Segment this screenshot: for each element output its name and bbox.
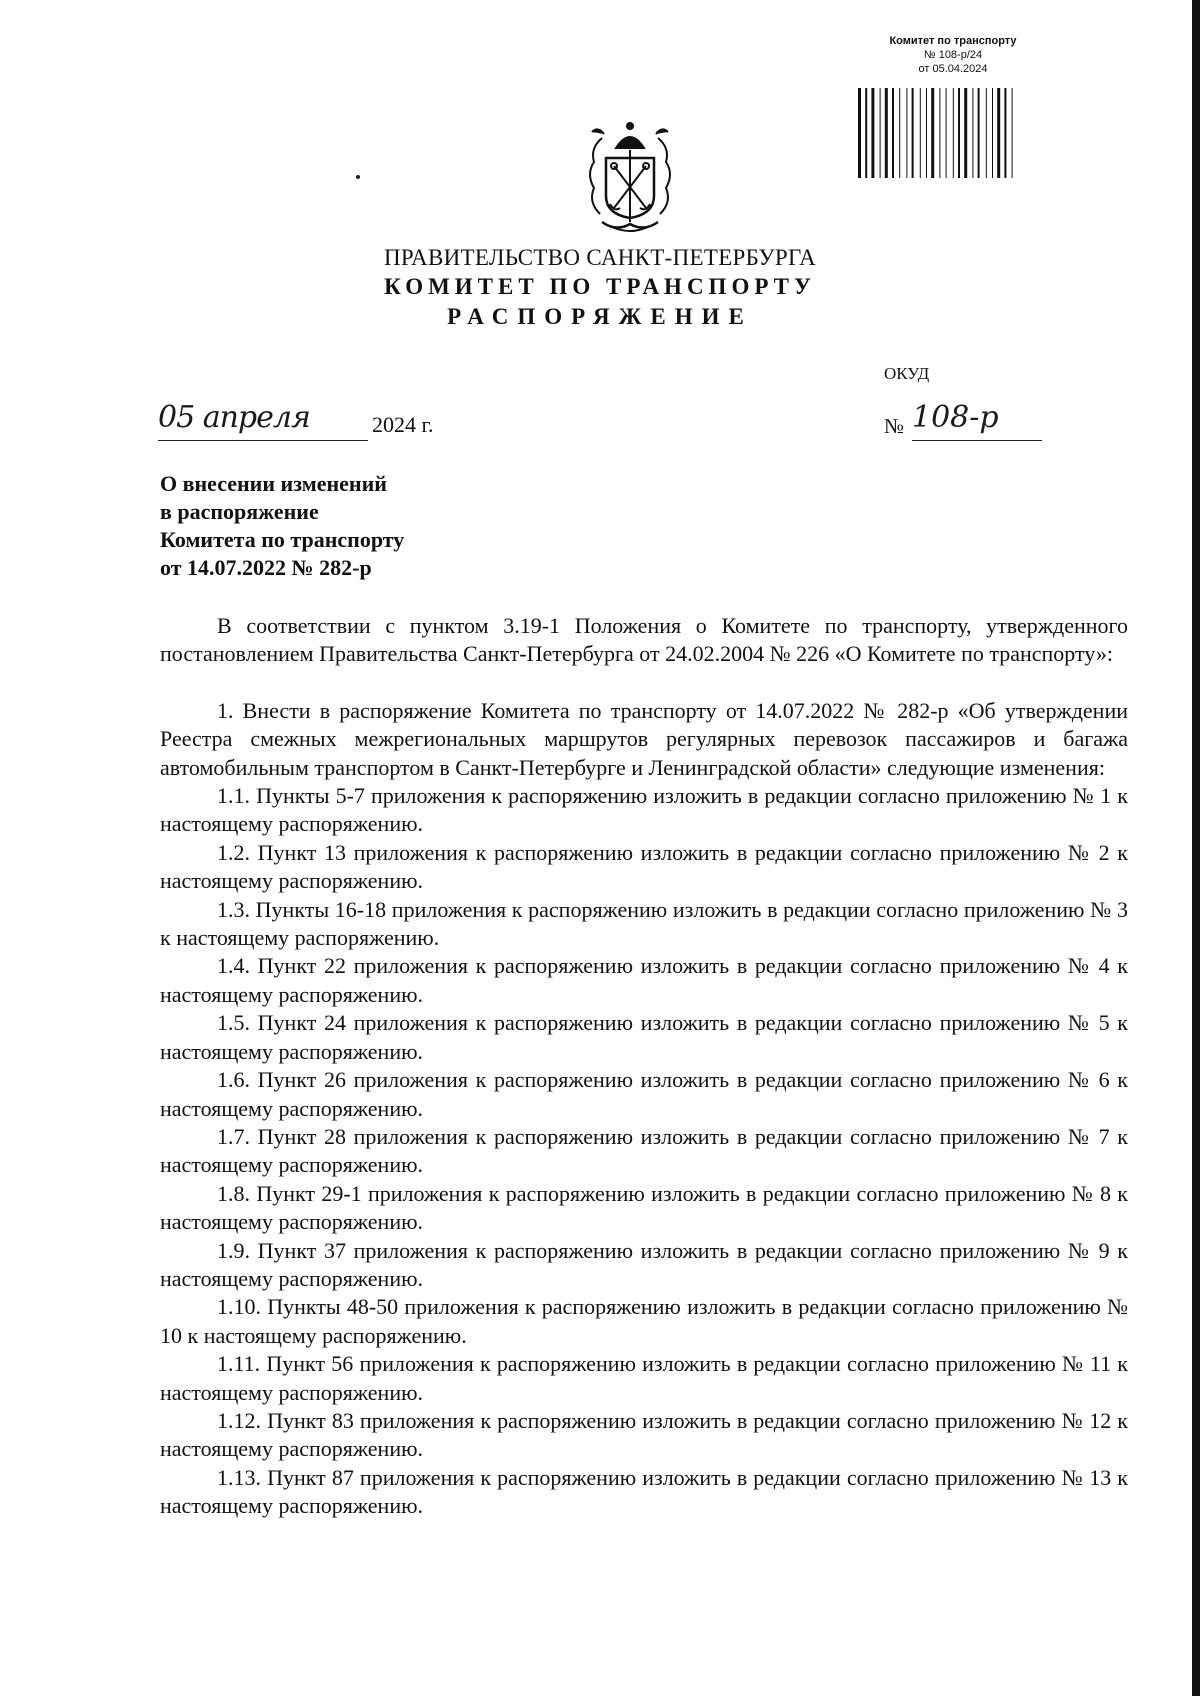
number-underline xyxy=(912,440,1042,441)
handwritten-number: 108-р xyxy=(912,400,999,435)
subitem-paragraph: 1.8. Пункт 29-1 приложения к распоряжению изложить в редакции согласно приложению № 8 к настоящему распоряжению. xyxy=(160,1180,1128,1235)
number-sign: № xyxy=(884,414,905,438)
document-subject xyxy=(160,470,404,582)
subitem-paragraph: 1.12. Пункт 83 приложения к распоряжению изложить в редакции согласно приложению № 12 к настоящему распоряжению. xyxy=(160,1407,1128,1462)
subitem-paragraph: 1.3. Пункты 16-18 приложения к распоряжению изложить в редакции согласно приложению № 3 к настоящему распоряжению. xyxy=(160,896,1128,951)
subject-line: от 14.07.2022 № 282-р xyxy=(160,555,372,580)
committee-title: КОМИТЕТ ПО ТРАНСПОРТУ xyxy=(384,274,816,299)
stamp-organization: Комитет по транспорту xyxy=(889,35,1017,47)
date-underline xyxy=(158,440,368,441)
barcode-icon xyxy=(858,88,1063,178)
subitem-paragraph: 1.2. Пункт 13 приложения к распоряжению изложить в редакции согласно приложению № 2 к настоящему распоряжению. xyxy=(160,839,1128,894)
document-header xyxy=(0,244,1200,332)
subitem-paragraph: 1.1. Пункты 5-7 приложения к распоряжению изложить в редакции согласно приложению № 1 к настоящему распоряжению. xyxy=(160,783,1128,837)
subject-line: в распоряжение xyxy=(160,499,319,524)
subitem-paragraph: 1.10. Пункты 48-50 приложения к распоряжению изложить в редакции согласно приложению № 10 к настоящему распоряжению. xyxy=(160,1294,1128,1348)
subject-line: Комитета по транспорту xyxy=(160,527,405,552)
st-petersburg-coat-of-arms-icon xyxy=(580,118,680,236)
date-year: 2024 г. xyxy=(372,412,434,437)
scan-speck xyxy=(356,175,360,179)
subject-line: О внесении изменений xyxy=(160,471,387,496)
subitem-paragraph: 1.9. Пункт 37 приложения к распоряжению изложить в редакции согласно приложению № 9 к настоящему распоряжению. xyxy=(160,1237,1128,1291)
stamp-date: от 05.04.2024 xyxy=(918,63,988,75)
preamble-paragraph: В соответствии с пунктом 3.19-1 Положения о Комитете по транспорту, утвержденного постановлением Правительства Санкт-Петербурга от 24.02.2004 № 226 «О Комитете по транспорту»: xyxy=(160,613,1128,667)
document-number xyxy=(884,400,1044,444)
document-type: РАСПОРЯЖЕНИЕ xyxy=(447,304,753,329)
subitem-paragraph: 1.13. Пункт 87 приложения к распоряжению изложить в редакции согласно приложению № 13 к настоящему распоряжению. xyxy=(160,1464,1128,1519)
stamp-number: № 108-р/24 xyxy=(923,49,983,61)
okud-label: ОКУД xyxy=(884,364,930,383)
subitem-paragraph: 1.5. Пункт 24 приложения к распоряжению изложить в редакции согласно приложению № 5 к настоящему распоряжению. xyxy=(160,1010,1128,1064)
registration-stamp xyxy=(858,34,1048,76)
subitem-paragraph: 1.7. Пункт 28 приложения к распоряжению изложить в редакции согласно приложению № 7 к настоящему распоряжению. xyxy=(160,1123,1128,1178)
subitem-paragraph: 1.11. Пункт 56 приложения к распоряжению изложить в редакции согласно приложению № 11 к настоящему распоряжению. xyxy=(160,1351,1128,1405)
document-body xyxy=(160,612,1128,1521)
item-paragraph: 1. Внести в распоряжение Комитета по транспорту от 14.07.2022 № 282-р «Об утверждении Реестра смежных межрегиональных маршрутов регулярных перевозок пассажиров и багажа автомобильным транспортом в Санкт-Петербурге и Ленинградской области» следующие изменения: xyxy=(160,697,1128,780)
subitem-paragraph: 1.4. Пункт 22 приложения к распоряжению изложить в редакции согласно приложению № 4 к настоящему распоряжению. xyxy=(160,953,1128,1007)
government-title: ПРАВИТЕЛЬСТВО САНКТ-ПЕТЕРБУРГА xyxy=(383,245,817,270)
handwritten-date: 05 апреля xyxy=(158,400,310,435)
subitem-paragraph: 1.6. Пункт 26 приложения к распоряжению изложить в редакции согласно приложению № 6 к настоящему распоряжению. xyxy=(160,1067,1128,1121)
